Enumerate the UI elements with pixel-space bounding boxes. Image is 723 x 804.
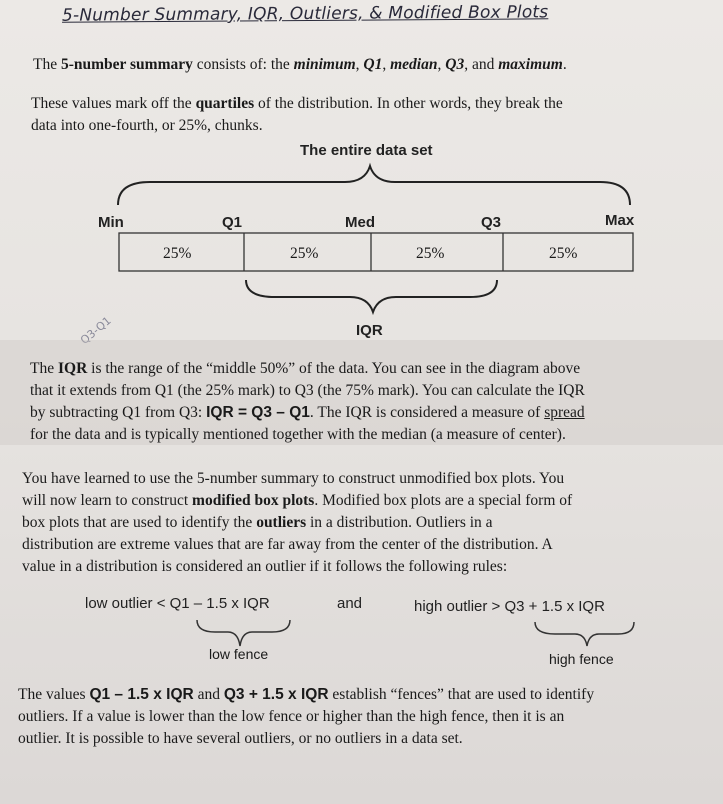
text: for the data and is typically mentioned together with the median (a measure of center). bbox=[30, 426, 566, 443]
text: , bbox=[355, 56, 364, 73]
marker-med: Med bbox=[345, 214, 375, 231]
term-q3: Q3 bbox=[445, 56, 465, 73]
text: outliers. If a value is lower than the low fence or higher than the high fence, then it is an bbox=[18, 708, 565, 725]
fences-paragraph bbox=[18, 684, 718, 750]
rules-and: and bbox=[337, 595, 363, 612]
marker-min: Min bbox=[98, 214, 124, 231]
text: will now learn to construct bbox=[22, 492, 193, 509]
high-fence-label: high fence bbox=[549, 651, 614, 667]
low-fence-formula: Q1 – 1.5 x IQR bbox=[89, 686, 194, 703]
text: The bbox=[30, 360, 58, 377]
high-outlier-rule: high outlier > Q3 + 1.5 x IQR bbox=[414, 598, 605, 615]
low-fence-brace bbox=[197, 620, 290, 646]
text: consists of: the bbox=[192, 56, 294, 73]
term-outliers: outliers bbox=[256, 514, 307, 531]
high-fence-formula: Q3 + 1.5 x IQR bbox=[223, 686, 329, 703]
text: and bbox=[193, 686, 224, 703]
iqr-formula: IQR = Q3 – Q1 bbox=[206, 404, 310, 421]
text: value in a distribution is considered an outlier if it follows the following rules: bbox=[22, 558, 508, 575]
text: . Modified box plots are a special form of bbox=[314, 492, 573, 509]
text: You have learned to use the 5-number summary to construct unmodified box plots. You bbox=[22, 470, 565, 487]
marker-max: Max bbox=[605, 212, 635, 229]
term-maximum: maximum bbox=[498, 56, 563, 73]
text: , bbox=[382, 56, 391, 73]
percent-1: 25% bbox=[163, 245, 192, 262]
term-iqr: IQR bbox=[57, 360, 88, 377]
term-quartiles: quartiles bbox=[195, 95, 255, 112]
high-fence-brace bbox=[535, 622, 634, 646]
text: . bbox=[562, 56, 567, 73]
modified-box-plot-paragraph bbox=[22, 468, 717, 578]
entire-data-set-label: The entire data set bbox=[300, 142, 433, 159]
term-spread: spread bbox=[544, 404, 585, 421]
marker-q1: Q1 bbox=[222, 214, 243, 231]
term-modified-box-plots: modified box plots bbox=[192, 492, 315, 509]
iqr-paragraph bbox=[30, 358, 720, 446]
text: by subtracting Q1 from Q3: bbox=[30, 404, 207, 421]
intro-paragraph bbox=[33, 54, 567, 76]
text: , and bbox=[464, 56, 499, 73]
text: The bbox=[33, 56, 61, 73]
top-brace bbox=[118, 166, 630, 205]
percent-4: 25% bbox=[549, 245, 578, 262]
text: box plots that are used to identify the bbox=[22, 514, 257, 531]
percent-3: 25% bbox=[416, 245, 445, 262]
margin-note: Q3-Q1 bbox=[77, 314, 114, 347]
text: . The IQR is considered a measure of bbox=[309, 404, 545, 421]
low-fence-label: low fence bbox=[209, 646, 269, 662]
page-title: 5-Number Summary, IQR, Outliers, & Modified Box Plots bbox=[61, 2, 549, 26]
marker-q3: Q3 bbox=[481, 214, 502, 231]
term-median: median bbox=[390, 56, 438, 73]
iqr-label: IQR bbox=[356, 322, 383, 339]
text: outlier. It is possible to have several outliers, or no outliers in a data set. bbox=[18, 730, 463, 747]
iqr-brace bbox=[246, 280, 497, 312]
low-outlier-rule: low outlier < Q1 – 1.5 x IQR bbox=[85, 595, 270, 612]
text: of the distribution. In other words, they break the bbox=[254, 95, 563, 112]
text: data into one-fourth, or 25%, chunks. bbox=[31, 117, 263, 134]
text: These values mark off the bbox=[31, 95, 196, 112]
percent-2: 25% bbox=[290, 245, 319, 262]
term-5-number-summary: 5-number summary bbox=[60, 56, 193, 73]
text: is the range of the “middle 50%” of the data. You can see in the diagram above bbox=[87, 360, 581, 377]
quartiles-paragraph bbox=[31, 93, 711, 137]
text: distribution are extreme values that are far away from the center of the distribution. A bbox=[22, 536, 553, 553]
text: in a distribution. Outliers in a bbox=[306, 514, 493, 531]
term-minimum: minimum bbox=[293, 56, 356, 73]
text: that it extends from Q1 (the 25% mark) to Q3 (the 75% mark). You can calculate the IQR bbox=[30, 382, 585, 399]
text: The values bbox=[18, 686, 90, 703]
term-q1: Q1 bbox=[363, 56, 383, 73]
text: establish “fences” that are used to identify bbox=[328, 686, 595, 703]
fence-braces bbox=[0, 612, 723, 657]
text: , bbox=[437, 56, 446, 73]
